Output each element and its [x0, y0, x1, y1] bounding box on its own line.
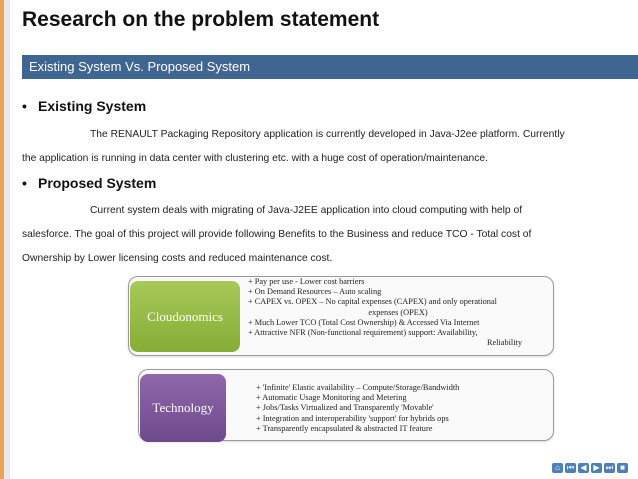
list-item: + Integration and interoperability 'support' for hybrids ops [256, 413, 449, 423]
bullet-icon: • [22, 98, 27, 114]
left-accent-stripe [0, 0, 4, 479]
left-accent-bar [0, 0, 10, 479]
slide-nav [552, 463, 628, 473]
bullet-icon: • [22, 175, 27, 191]
cloudonomics-tag: Cloudonomics [130, 281, 240, 352]
cloudonomics-list [248, 277, 548, 348]
technology-tag: Technology [140, 374, 226, 442]
next-slide-icon[interactable]: ▶ [591, 463, 602, 473]
prev-slide-icon[interactable]: ◀ [578, 463, 589, 473]
list-item: expenses (OPEX) [368, 307, 428, 317]
list-item: + On Demand Resources – Auto scaling [248, 287, 382, 297]
proposed-line-1: Current system deals with migrating of Java-J2EE application into cloud computing with help of [90, 205, 523, 216]
proposed-line-2: salesforce. The goal of this project will provide following Benefits to the Business and reduce TCO - Total cost of [22, 229, 532, 240]
list-item: + Much Lower TCO (Total Cost Ownership) & Accessed Via Internet [248, 317, 480, 327]
list-item: + 'Infinite' Elastic availability – Compute/Storage/Bandwidth [256, 383, 460, 392]
end-show-icon[interactable]: ■ [617, 463, 628, 473]
list-item: + Attractive NFR (Non-functional requirement) support: Availability, [248, 328, 478, 338]
proposed-heading: • Proposed System [22, 175, 157, 191]
technology-list [256, 383, 546, 434]
last-slide-icon[interactable]: ⏭ [605, 463, 614, 472]
list-item: + Pay per use - Lower cost barriers [248, 277, 365, 286]
first-slide-icon[interactable]: ⏮ [566, 463, 575, 472]
slide-title: Research on the problem statement [22, 8, 380, 31]
slide-subtitle-bar: Existing System Vs. Proposed System [22, 55, 638, 79]
list-item: + Automatic Usage Monitoring and Metering [256, 393, 407, 403]
list-item: + CAPEX vs. OPEX – No capital expenses (CAPEX) and only operational [248, 297, 497, 307]
list-item: + Transparently encapsulated & abstracted IT feature [256, 423, 433, 433]
list-item: Reliability [486, 338, 522, 348]
list-item: + Jobs/Tasks Virtualized and Transparently 'Movable' [256, 403, 434, 413]
existing-line-1: The RENAULT Packaging Repository application is currently developed in Java-J2ee platform. Currently [90, 129, 565, 140]
existing-paragraph [22, 123, 622, 171]
home-icon[interactable]: ⌂ [552, 463, 563, 473]
existing-line-2: the application is running in data center with clustering etc. with a huge cost of operation/maintenance. [22, 153, 488, 164]
proposed-paragraph [22, 199, 622, 271]
proposed-line-3: Ownership by Lower licensing costs and reduced maintenance cost. [22, 253, 333, 264]
existing-heading: • Existing System [22, 98, 147, 114]
